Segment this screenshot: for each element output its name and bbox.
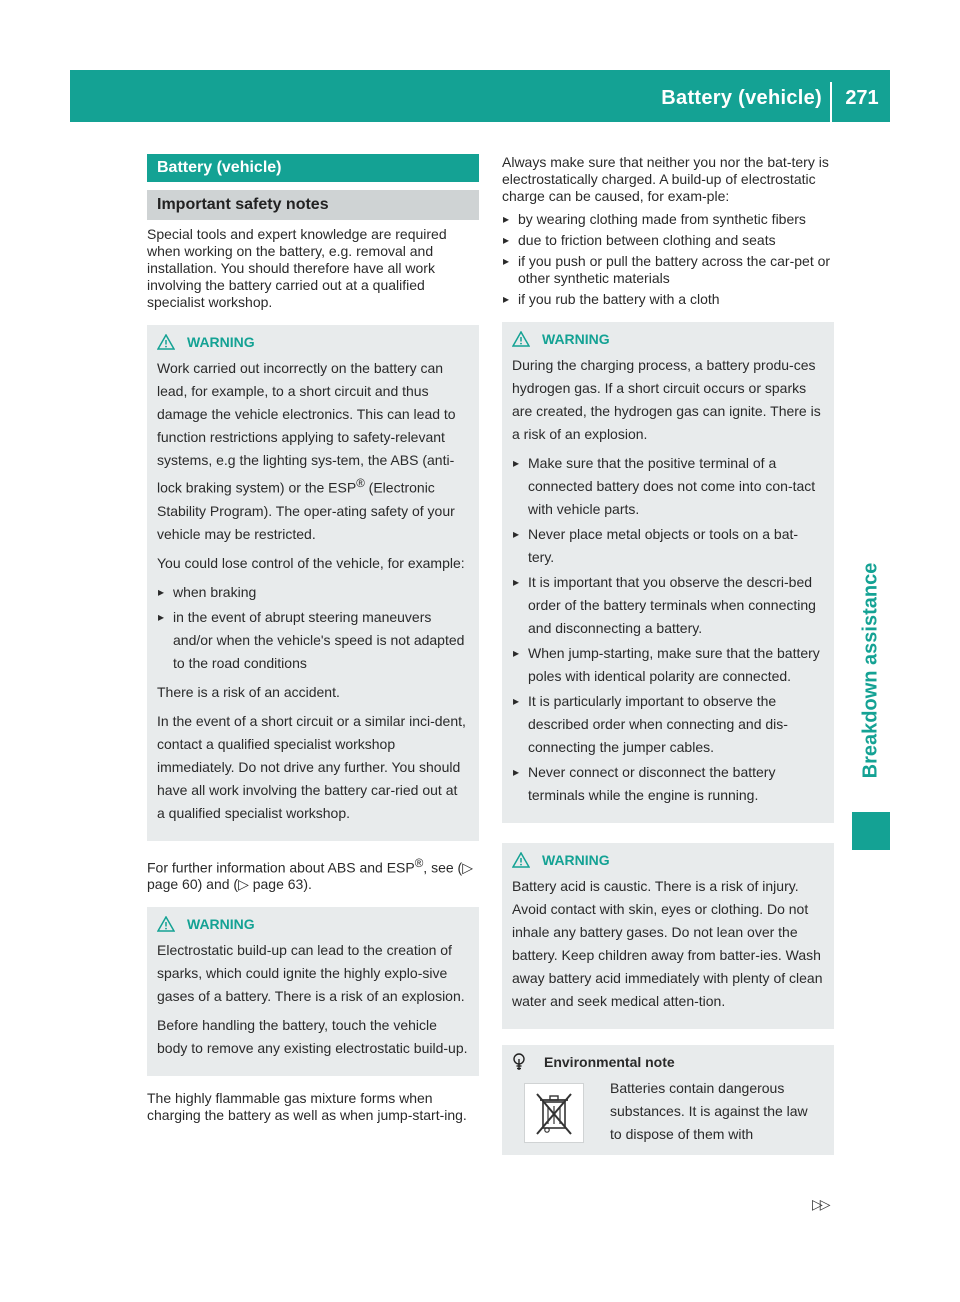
warning-paragraph: You could lose control of the vehicle, for example: <box>157 554 465 571</box>
warning-paragraph: During the charging process, a battery produ-ces hydrogen gas. If a short circuit occurs or sparks are created, the hydrogen gas can ignite. There is a risk of an explosion. <box>512 357 821 442</box>
list-item: ▸ if you rub the battery with a cloth <box>502 291 834 308</box>
environmental-note-box <box>502 1045 834 1155</box>
warning-triangle-icon <box>157 334 175 350</box>
subheading: Important safety notes <box>147 190 479 220</box>
environmental-note-text: Batteries contain dangerous substances. It is against the law to dispose of them with <box>610 1080 808 1142</box>
list-item: ▸ due to friction between clothing and seats <box>502 232 834 249</box>
warning-triangle-icon <box>157 916 175 932</box>
warning-title <box>512 851 824 869</box>
warning-bullet-list <box>512 452 824 807</box>
warning-bullet-list <box>157 581 469 675</box>
list-item: ▸ It is important that you observe the descri-bed order of the battery terminals when connecting and disconnecting a battery. <box>512 571 824 640</box>
further-info-links[interactable]: , see (▷ page 60) and (▷ page 63). <box>147 859 473 893</box>
list-item: ▸ if you push or pull the battery across the car-pet or other synthetic materials <box>502 253 834 287</box>
lightbulb-icon <box>512 1053 526 1071</box>
warning-paragraph <box>157 357 469 546</box>
warning-paragraph: Before handling the battery, touch the vehicle body to remove any existing electrostatic build-up. <box>157 1017 468 1057</box>
page-number: 271 <box>845 87 879 109</box>
warning-paragraph: In the event of a short circuit or a similar inci-dent, contact a qualified specialist workshop immediately. Do not drive any further. You should have all work involving the battery car-ried out at a qualified specialist workshop. <box>157 712 466 821</box>
chapter-side-label <box>852 545 890 795</box>
warning-title-text: WARNING <box>187 334 255 350</box>
continue-arrows-icon: ▷▷ <box>812 1196 828 1212</box>
list-item: ▸ when braking <box>157 581 469 604</box>
warning-paragraph: Battery acid is caustic. There is a risk of injury. Avoid contact with skin, eyes or clothing. Do not inhale any battery gases. Do not lean over the battery. Keep children away from batter-ies. Wash away battery acid immediately with plenty of clean water and seek medical atten-tion. <box>512 878 823 1009</box>
crossed-bin-icon <box>524 1083 584 1143</box>
chapter-side-label-text: Breakdown assistance <box>859 562 882 778</box>
list-item: ▸ Never connect or disconnect the battery terminals while the engine is running. <box>512 761 824 807</box>
section-heading: Battery (vehicle) <box>147 154 479 182</box>
warning-title-text: WARNING <box>542 852 610 868</box>
list-item: ▸ Never place metal objects or tools on a bat-tery. <box>512 523 824 569</box>
list-item: ▸ Make sure that the positive terminal of a connected battery does not come into con-tact with vehicle parts. <box>512 452 824 521</box>
warning-title <box>157 333 469 351</box>
warning-box <box>502 322 834 823</box>
right-column <box>502 154 834 1155</box>
environmental-note-title <box>512 1053 824 1071</box>
warning-title-text: WARNING <box>542 331 610 347</box>
list-item: ▸ in the event of abrupt steering maneuvers and/or when the vehicle's speed is not adapted to the road conditions <box>157 606 469 675</box>
warning-triangle-icon <box>512 331 530 347</box>
list-item: ▸ by wearing clothing made from synthetic fibers <box>502 211 834 228</box>
environmental-note-title-text: Environmental note <box>544 1054 675 1070</box>
list-item: ▸ When jump-starting, make sure that the battery poles with identical polarity are connected. <box>512 642 824 688</box>
registered-mark: ® <box>414 856 424 870</box>
warning-paragraph: Electrostatic build-up can lead to the creation of sparks, which could ignite the highly explo-sive gases of a battery. There is a risk of an explosion. <box>157 942 465 1005</box>
list-item: ▸ It is particularly important to observe the described order when connecting and dis-connecting the jumper cables. <box>512 690 824 759</box>
warning-box <box>147 325 479 841</box>
further-info-text: For further information about ABS and ESP <box>147 859 415 876</box>
header-divider <box>830 82 832 122</box>
registered-mark: ® <box>356 477 365 490</box>
page-header <box>70 70 890 122</box>
bullet-list <box>502 211 834 308</box>
chapter-tab-marker <box>852 812 890 850</box>
warning-text: Work carried out incorrectly on the battery can lead, for example, to a short circuit and thus damage the vehicle electronics. This can lead to function restrictions applying to safety-relevant systems, e.g the lighting sys-tem, the ABS (anti-lock braking system) or the ESP <box>157 360 456 496</box>
intro-paragraph: Special tools and expert knowledge are required when working on the battery, e.g. removal and installation. You should therefore have all work involving the battery carried out at a qualified specialist workshop. <box>147 226 447 310</box>
warning-title-text: WARNING <box>187 916 255 933</box>
warning-text: (Electronic Stability Program). The oper-ating safety of your vehicle may be restricted. <box>157 479 455 542</box>
closing-paragraph: The highly flammable gas mixture forms when charging the battery as well as when jump-start-ing. <box>147 1090 467 1124</box>
header-title: Battery (vehicle) <box>661 87 822 109</box>
left-column <box>147 154 479 1124</box>
warning-title <box>512 330 824 348</box>
warning-box <box>147 907 479 1076</box>
warning-title <box>157 915 469 933</box>
warning-box <box>502 843 834 1029</box>
intro-paragraph: Always make sure that neither you nor the bat-tery is electrostatically charged. A build-up of electrostatic charge can be caused, for exam-ple: <box>502 154 829 204</box>
warning-paragraph: There is a risk of an accident. <box>157 683 340 700</box>
further-info-paragraph <box>147 855 479 894</box>
warning-triangle-icon <box>512 852 530 868</box>
